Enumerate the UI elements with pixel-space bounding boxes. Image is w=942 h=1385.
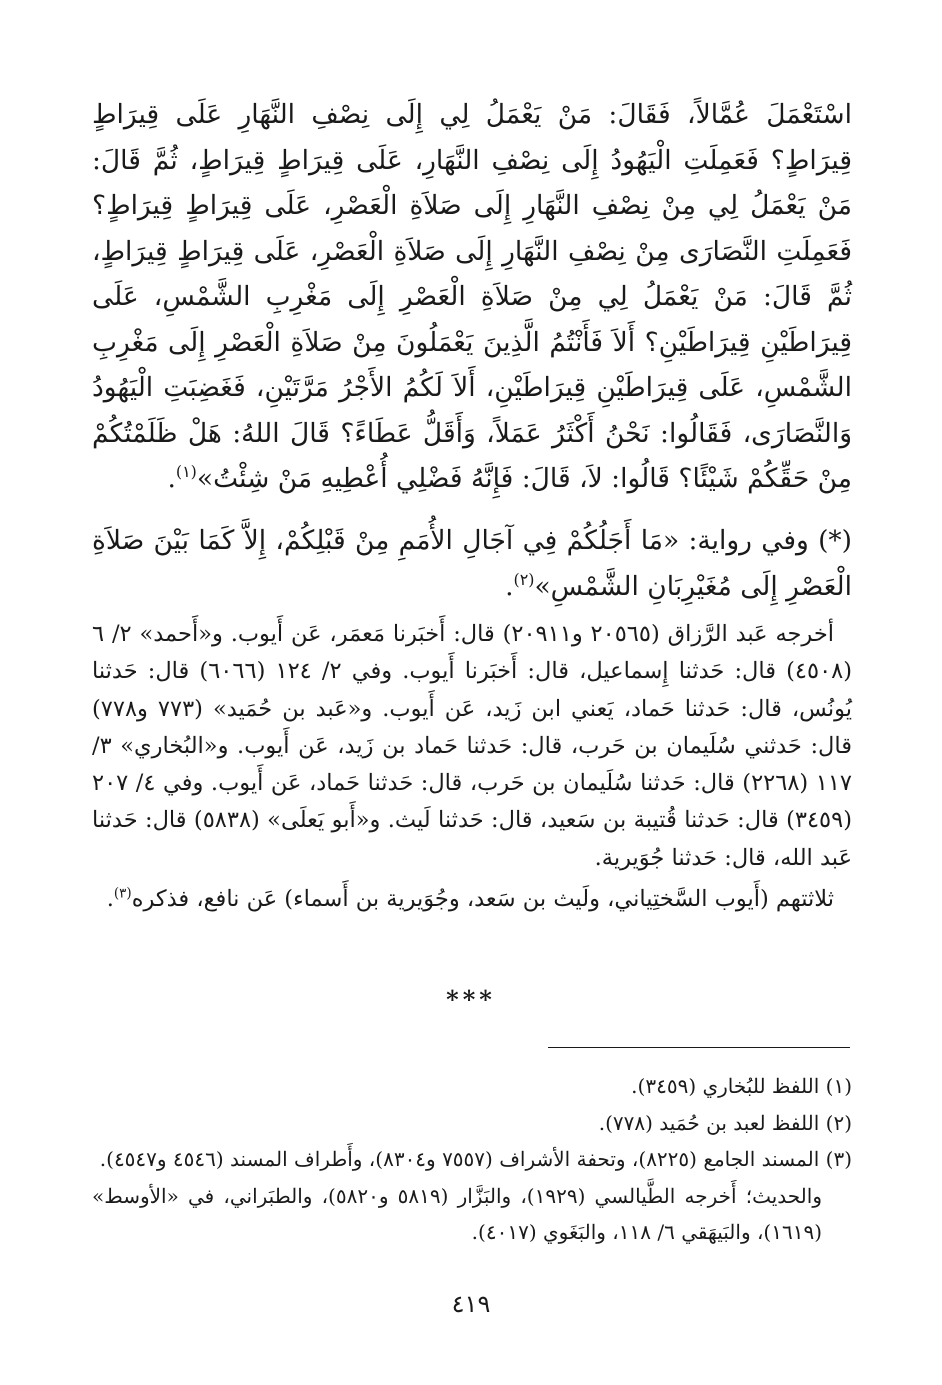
hadith-end: . — [167, 463, 176, 494]
page-number: ٤١٩ — [451, 1290, 491, 1318]
summary-body: ثلاثتهم (أَيوب السَّختِياني، ولَيث بن سَعد، وجُوَيرية بن أَسماء) عَن نافع، فذكره — [131, 886, 834, 913]
footnote-1: (١) اللفظ للبُخاري (٣٤٥٩). — [631, 1074, 852, 1098]
footnote-divider — [548, 1047, 850, 1048]
takhrij-summary — [92, 881, 852, 918]
takhrij-block — [92, 616, 852, 918]
footnote-3: (٣) المسند الجامع (٨٢٢٥)، وتحفة الأشراف (٧٥٥٧ و٨٣٠٤)، وأَطراف المسند (٤٥٤٦ و٤٥٤٧). — [99, 1147, 852, 1171]
footnote-ref-2[interactable]: (٢) — [513, 569, 535, 589]
variant-narration-block — [92, 518, 852, 609]
footnote-ref-1[interactable]: (١) — [175, 462, 197, 482]
variant-end: . — [505, 570, 514, 602]
hadith-text-block — [92, 92, 852, 502]
hadith-paragraph — [92, 92, 852, 502]
hadith-body: اسْتَعْمَلَ عُمَّالاً، فَقَالَ: مَنْ يَعْمَلُ لِي إِلَى نِصْفِ النَّهَارِ عَلَى قِيرَاطٍ قِيرَاطٍ؟ فَعَمِلَتِ الْيَهُودُ إِلَى نِصْفِ النَّهَارِ، عَلَى قِيرَاطٍ قِيرَاطٍ، ثُمَّ قَالَ: مَنْ يَعْمَلُ لِي مِنْ نِصْفِ النَّهَارِ إِلَى صَلاَةِ الْعَصْرِ، عَلَى قِيرَاطٍ قِيرَاطٍ؟ فَعَمِلَتِ النَّصَارَى مِنْ نِصْفِ النَّهَارِ إِلَى صَلاَةِ الْعَصْرِ، عَلَى قِيرَاطٍ قِيرَاطٍ، ثُمَّ قَالَ: مَنْ يَعْمَلُ لِي مِنْ صَلاَةِ الْعَصْرِ إِلَى مَغْرِبِ الشَّمْسِ، عَلَى قِيرَاطَيْنِ قِيرَاطَيْنِ؟ أَلاَ فَأَنْتُمُ الَّذِينَ يَعْمَلُونَ مِنْ صَلاَةِ الْعَصْرِ إِلَى مَغْرِبِ الشَّمْسِ، عَلَى قِيرَاطَيْنِ قِيرَاطَيْنِ، أَلاَ لَكُمُ الأَجْرُ مَرَّتَيْنِ، فَغَضِبَتِ الْيَهُودُ وَالنَّصَارَى، فَقَالُوا: نَحْنُ أَكْثَرُ عَمَلاً، وَأَقَلُّ عَطَاءً؟ قَالَ اللهُ: هَلْ ظَلَمْتُكُمْ مِنْ حَقِّكُمْ شَيْئًا؟ قَالُوا: لاَ، قَالَ: فَإِنَّهُ فَضْلِي أُعْطِيهِ مَنْ شِئْتُ» — [92, 99, 852, 494]
section-marker: *** — [446, 985, 496, 1014]
footnotes-block — [92, 1068, 852, 1251]
variant-paragraph — [92, 518, 852, 609]
footnote-3-continuation: والحديث؛ أَخرجه الطَّيالسي (١٩٢٩)، والبَزَّار (٥٨١٩ و٥٨٢٠)، والطبَراني، في «الأوسط» (١٦١٩)، والبَيهَقي ٦/ ١١٨، والبَغَوي (٤٠١٧). — [92, 1183, 822, 1244]
footnote-ref-3[interactable]: (٣) — [113, 885, 132, 902]
takhrij-paragraph: أخرجه عَبد الرَّزاق (٢٠٥٦٥ و٢٠٩١١) قال: أَخبَرنا مَعمَر، عَن أَيوب. و«أَحمد» ٢/ ٦ (٤٥٠٨) قال: حَدثنا إِسماعيل، قال: أَخبَرنا أَيوب. وفي ٢/ ١٢٤ (٦٠٦٦) قال: حَدثنا يُونُس، قال: حَدثنا حَماد، يَعني ابن زَيد، عَن أَيوب. و«عَبد بن حُمَيد» (٧٧٣ و٧٧٨) قال: حَدثني سُلَيمان بن حَرب، قال: حَدثنا حَماد بن زَيد، عَن أَيوب. و«البُخاري» ٣/ ١١٧ (٢٢٦٨) قال: حَدثنا سُلَيمان بن حَرب، قال: حَدثنا حَماد، عَن أَيوب. وفي ٤/ ٢٠٧ (٣٤٥٩) قال: حَدثنا قُتيبة بن سَعيد، قال: حَدثنا لَيث. و«أَبو يَعلَى» (٥٨٣٨) قال: حَدثنا عَبد الله، قال: حَدثنا جُوَيرية. — [92, 621, 853, 871]
footnote-2: (٢) اللفظ لعبد بن حُمَيد (٧٧٨). — [598, 1110, 852, 1135]
variant-body: (*) وفي رواية: «مَا أَجَلُكُمْ فِي آجَالِ الأُمَمِ مِنْ قَبْلِكُمْ، إِلاَّ كَمَا بَيْنَ صَلاَةِ الْعَصْرِ إِلَى مُغَيْرِبَانِ الشَّمْسِ» — [92, 525, 852, 602]
summary-end: . — [106, 886, 114, 913]
